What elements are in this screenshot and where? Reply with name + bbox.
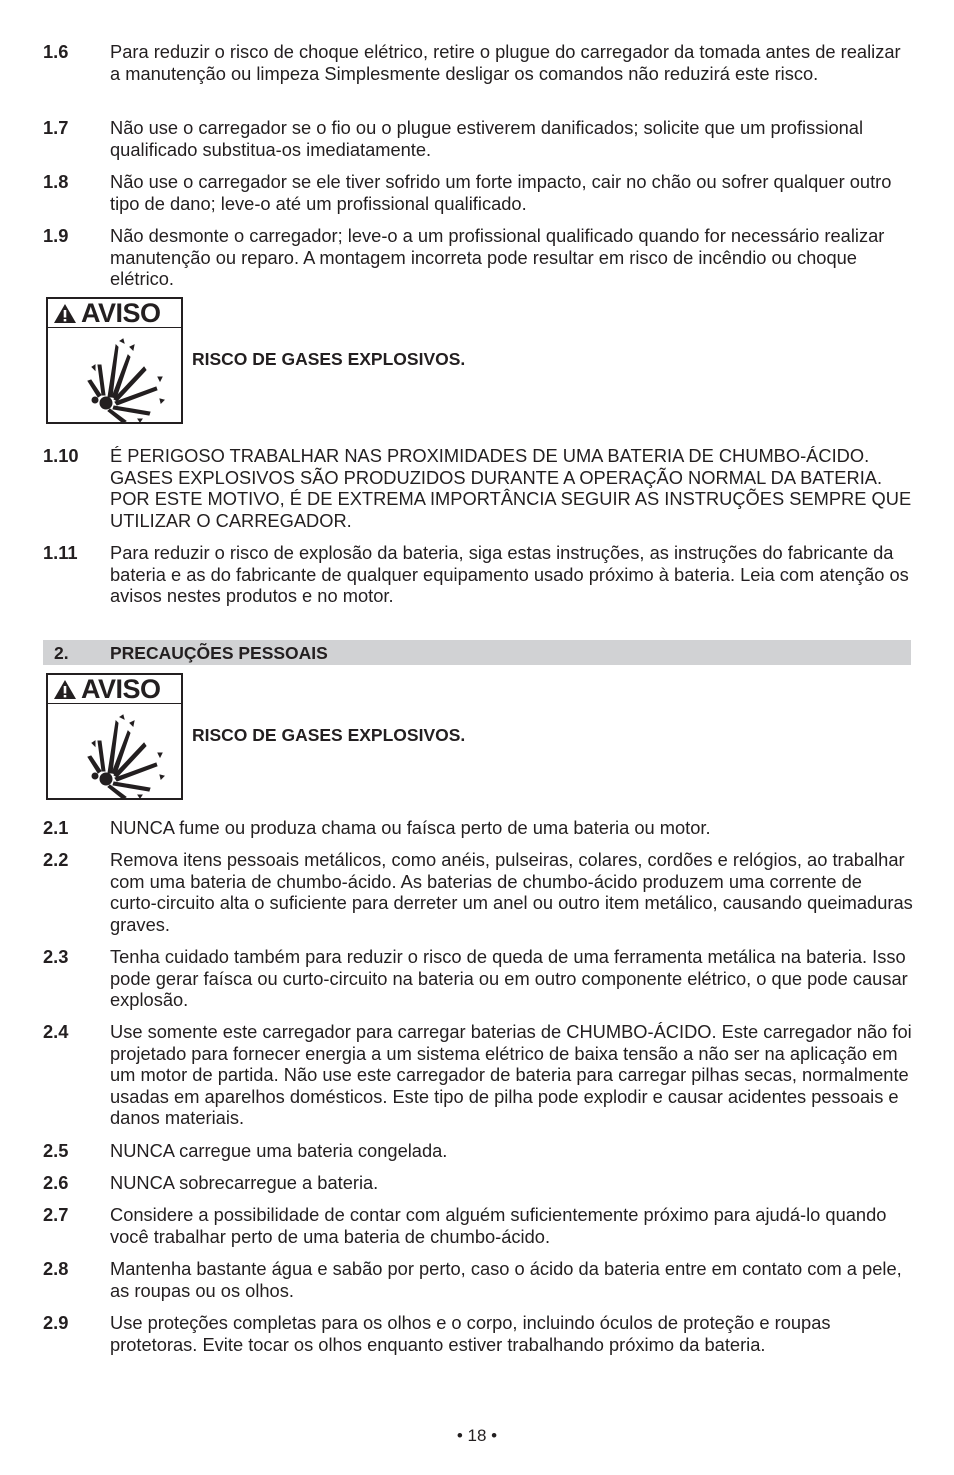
item-text: NUNCA carregue uma bateria congelada.: [110, 1140, 448, 1161]
section-header: [43, 640, 911, 665]
explosion-icon: [86, 713, 170, 799]
item-number: 1.7: [43, 117, 69, 138]
list-item: [43, 41, 913, 84]
list-item: [43, 849, 913, 935]
item-number: 1.6: [43, 41, 69, 62]
item-text: Não use o carregador se o fio ou o plugue estiverem danificados; solicite que um profissional qualificado substitua-os imediatamente.: [110, 117, 864, 160]
list-item: [43, 1172, 913, 1194]
list-item: [43, 1258, 913, 1301]
section-title: PRECAUÇÕES PESSOAIS: [110, 643, 328, 663]
warning-header: [48, 675, 181, 704]
list-item: [43, 171, 913, 214]
item-number: 2.5: [43, 1140, 69, 1161]
list-item: [43, 817, 913, 839]
warning-text: RISCO DE GASES EXPLOSIVOS.: [192, 349, 466, 369]
item-number: 2.3: [43, 946, 69, 967]
item-number: 2.1: [43, 817, 69, 838]
item-number: 1.8: [43, 171, 69, 192]
item-number: 1.11: [43, 542, 78, 563]
item-text: Use proteções completas para os olhos e o corpo, incluindo óculos de proteção e roupas protetoras. Evite tocar os olhos enquanto estiver trabalhando próximo da bateria.: [110, 1312, 831, 1355]
item-number: 2.8: [43, 1258, 69, 1279]
page-number: • 18 •: [456, 1426, 498, 1445]
item-text: Para reduzir o risco de choque elétrico, retire o plugue do carregador da tomada antes de realizar a manutenção ou limpeza Simplesmente desligar os comandos não reduzirá este risco.: [110, 41, 901, 84]
list-item: [43, 225, 913, 290]
item-text: Para reduzir o risco de explosão da bateria, siga estas instruções, as instruções do fabricante da bateria e as do fabricante de qualquer equipamento usado próximo à bateria. Leia com atenção os avisos nestes produtos e no motor.: [110, 542, 909, 607]
item-text: Considere a possibilidade de contar com alguém suficientemente próximo para ajudá-lo quando você trabalhar perto de uma bateria de chumbo-ácido.: [110, 1204, 887, 1247]
item-number: 2.6: [43, 1172, 69, 1193]
list-item: [43, 1204, 913, 1247]
item-number: 2.4: [43, 1021, 69, 1042]
item-text: Não desmonte o carregador; leve-o a um profissional qualificado quando for necessário realizar manutenção ou reparo. A montagem incorreta pode resultar em risco de incêndio ou choque elétrico.: [110, 225, 885, 290]
list-item: [43, 1140, 913, 1162]
warning-header: [48, 299, 181, 328]
item-text: É PERIGOSO TRABALHAR NAS PROXIMIDADES DE UMA BATERIA DE CHUMBO-ÁCIDO. GASES EXPLOSIVOS SÃO PRODUZIDOS DURANTE A OPERAÇÃO NORMAL DA BATERIA. POR ESTE MOTIVO, É DE EXTREMA IMPORTÂNCIA SEGUIR AS INSTRUÇÕES SEMPRE QUE UTILIZAR O CARREGADOR.: [110, 445, 912, 531]
item-number: 2.7: [43, 1204, 69, 1225]
item-number: 1.9: [43, 225, 69, 246]
list-item: [43, 445, 913, 531]
list-item: [43, 1021, 913, 1129]
list-item: [43, 117, 913, 160]
warning-box: [46, 297, 183, 424]
item-text: NUNCA sobrecarregue a bateria.: [110, 1172, 379, 1193]
section-number: 2.: [54, 643, 69, 663]
item-text: NUNCA fume ou produza chama ou faísca perto de uma bateria ou motor.: [110, 817, 711, 838]
item-text: Remova itens pessoais metálicos, como anéis, pulseiras, colares, cordões e relógios, ao trabalhar com uma bateria de chumbo-ácido. As baterias de chumbo-ácido produzem uma corrente de curto-circuito alta o suficiente para derreter um anel ou outro item metálico, causando queimaduras graves.: [110, 849, 913, 935]
warning-box: [46, 673, 183, 800]
warning-label: AVISO: [81, 673, 161, 704]
warning-triangle-icon: [53, 303, 77, 324]
item-text: Tenha cuidado também para reduzir o risco de queda de uma ferramenta metálica na bateria. Isso pode gerar faísca ou curto-circuito na bateria ou em outro componente elétrico, o que pode causar explosão.: [110, 946, 908, 1011]
item-text: Use somente este carregador para carregar baterias de CHUMBO-ÁCIDO. Este carregador não foi projetado para fornecer energia a um sistema elétrico de baixa tensão a não ser na aplicação em um motor de partida. Não use este carregador de bateria para carregar pilhas secas, normalmente usadas em aparelhos domésticos. Este tipo de pilha pode explodir e causar acidentes pessoais e danos materiais.: [110, 1021, 912, 1129]
list-item: [43, 946, 913, 1011]
item-number: 1.10: [43, 445, 79, 466]
item-number: 2.2: [43, 849, 69, 870]
warning-label: AVISO: [81, 297, 161, 328]
item-text: Não use o carregador se ele tiver sofrido um forte impacto, cair no chão ou sofrer qualquer outro tipo de dano; leve-o até um profissional qualificado.: [110, 171, 892, 214]
list-item: [43, 542, 913, 607]
list-item: [43, 1312, 913, 1355]
item-number: 2.9: [43, 1312, 69, 1333]
explosion-icon: [86, 337, 170, 423]
item-text: Mantenha bastante água e sabão por perto, caso o ácido da bateria entre em contato com a pele, as roupas ou os olhos.: [110, 1258, 902, 1301]
warning-text: RISCO DE GASES EXPLOSIVOS.: [192, 725, 466, 745]
warning-triangle-icon: [53, 679, 77, 700]
